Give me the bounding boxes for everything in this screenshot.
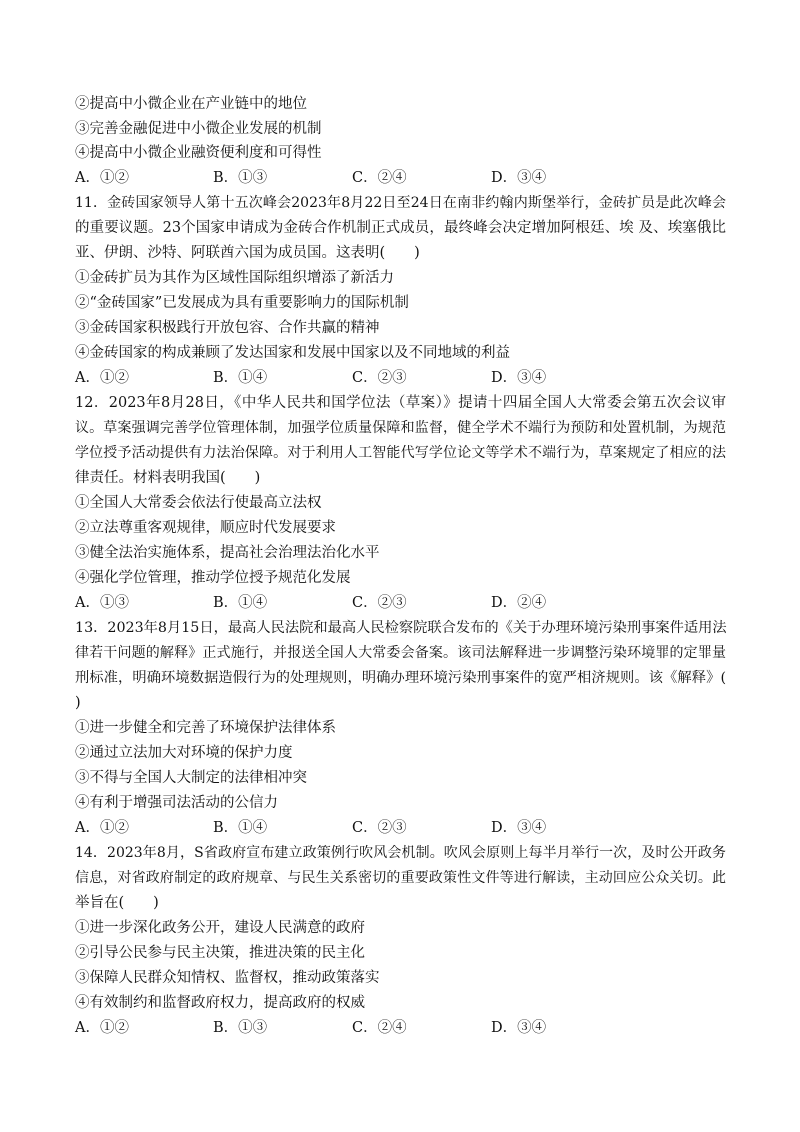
- q14-option-d: D．③④: [491, 1020, 547, 1036]
- q13-statement: ③不得与全国人大制定的法律相冲突: [75, 770, 307, 786]
- q11-stem-line: 的重要议题。23个国家申请成为金砖合作机制正式成员，最终峰会决定增加阿根廷、埃 及、埃塞俄比: [75, 220, 726, 236]
- q13-statement: ④有利于增强司法活动的公信力: [75, 795, 278, 811]
- q13-stem-line: 刑标准，明确环境数据造假行为的处理规则，明确办理环境污染刑事案件的宽严相济规则。该《解释》(: [75, 670, 726, 686]
- q14-option-a: A．①②: [75, 1020, 129, 1036]
- q10-option-c: C．②④: [352, 170, 407, 186]
- q11-option-a: A．①②: [75, 370, 129, 386]
- q12-stem-line: 律责任。材料表明我国( ): [75, 470, 261, 486]
- q11-statement: ①金砖扩员为其作为区域性国际组织增添了新活力: [75, 270, 394, 286]
- q10-statement: ③完善金融促进中小微企业发展的机制: [75, 121, 322, 137]
- q11-option-d: D．③④: [491, 370, 547, 386]
- q10-option-d: D．③④: [491, 170, 547, 186]
- q14-stem-line: 举旨在( ): [75, 895, 159, 911]
- q11-option-b: B．①④: [213, 370, 268, 386]
- q13-statement: ①进一步健全和完善了环境保护法律体系: [75, 720, 336, 736]
- q13-option-a: A．①②: [75, 820, 129, 836]
- q13-stem-line: 律若干问题的解释》正式施行，并报送全国人大常委会备案。该司法解释进一步调整污染环境罪的定罪量: [75, 645, 726, 661]
- q14-statement: ④有效制约和监督政府权力，提高政府的权威: [75, 995, 365, 1011]
- q10-option-b: B．①③: [213, 170, 268, 186]
- q13-option-b: B．①④: [213, 820, 268, 836]
- q11-stem-line: 亚、伊朗、沙特、阿联酋六国为成员国。这表明( ): [75, 245, 420, 261]
- q11-option-c: C．②③: [352, 370, 407, 386]
- q12-statement: ③健全法治实施体系，提高社会治理法治化水平: [75, 545, 380, 561]
- q13-statement: ②通过立法加大对环境的保护力度: [75, 745, 293, 761]
- q13-stem-line: ): [75, 695, 81, 711]
- q12-option-d: D．②④: [491, 595, 547, 611]
- q13-option-c: C．②③: [352, 820, 407, 836]
- q12-stem-line: 学位授予活动提供有力法治保障。对于利用人工智能代写学位论文等学术不端行为，草案规定了相应的法: [75, 445, 726, 461]
- q11-statement: ②“金砖国家”已发展成为具有重要影响力的国际机制: [75, 295, 409, 311]
- q11-stem-line: 11．金砖国家领导人第十五次峰会2023年8月22日至24日在南非约翰内斯堡举行，金砖扩员是此次峰会: [75, 195, 726, 211]
- q14-statement: ②引导公民参与民主决策，推进决策的民主化: [75, 945, 365, 961]
- q11-statement: ④金砖国家的构成兼顾了发达国家和发展中国家以及不同地域的利益: [75, 345, 510, 361]
- q14-statement: ③保障人民群众知情权、监督权，推动政策落实: [75, 970, 380, 986]
- q13-stem-line: 13．2023年8月15日，最高人民法院和最高人民检察院联合发布的《关于办理环境污染刑事案件适用法: [75, 620, 727, 636]
- q14-stem-line: 14．2023年8月，S省政府宣布建立政策例行吹风会机制。吹风会原则上每半月举行一次，及时公开政务: [75, 845, 726, 861]
- q12-statement: ④强化学位管理，推动学位授予规范化发展: [75, 570, 351, 586]
- q12-stem-line: 议。草案强调完善学位管理体制，加强学位质量保障和监督，健全学术不端行为预防和处置机制，为规范: [75, 420, 726, 436]
- q10-option-a: A．①②: [75, 170, 129, 186]
- q14-stem-line: 信息，对省政府制定的政府规章、与民生关系密切的重要政策性文件等进行解读，主动回应公众关切。此: [75, 870, 726, 886]
- q14-statement: ①进一步深化政务公开，建设人民满意的政府: [75, 920, 365, 936]
- q12-stem-line: 12．2023年8月28日，《中华人民共和国学位法（草案）》提请十四届全国人大常委会第五次会议审: [75, 395, 726, 411]
- q12-option-a: A．①③: [75, 595, 129, 611]
- q14-option-c: C．②④: [352, 1020, 407, 1036]
- q10-statement: ④提高中小微企业融资便利度和可得性: [75, 145, 322, 161]
- q12-statement: ②立法尊重客观规律，顺应时代发展要求: [75, 520, 336, 536]
- q14-option-b: B．①③: [213, 1020, 268, 1036]
- q11-statement: ③金砖国家积极践行开放包容、合作共赢的精神: [75, 320, 380, 336]
- q12-statement: ①全国人大常委会依法行使最高立法权: [75, 495, 322, 511]
- q10-statement: ②提高中小微企业在产业链中的地位: [75, 96, 307, 112]
- q13-option-d: D．③④: [491, 820, 547, 836]
- q12-option-b: B．①④: [213, 595, 268, 611]
- q12-option-c: C．②③: [352, 595, 407, 611]
